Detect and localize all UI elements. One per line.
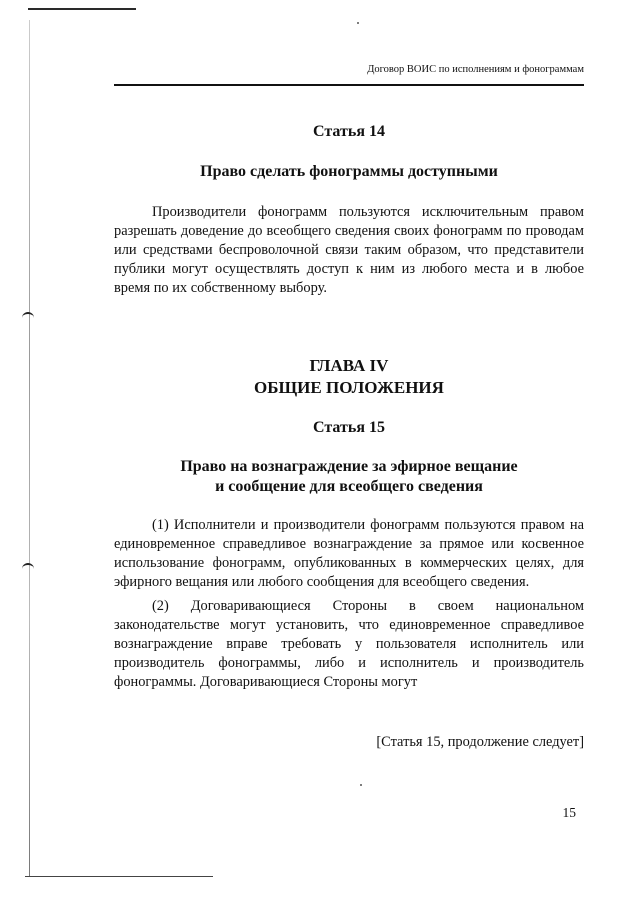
scan-bottom-line (25, 876, 213, 877)
running-header: Договор ВОИС по исполнениям и фонограммам (367, 64, 584, 75)
continuation-note: [Статья 15, продолжение следует] (376, 734, 584, 750)
scan-speck (360, 784, 362, 786)
article-14-paragraph: Производители фонограмм пользуются исключительным правом разрешать доведение до всеобщего сведения своих фонограмм по проводам или средствами беспроволочной связи таким образом, что представители публики могут осуществлять доступ к ним из любого места и в любое время по их собственному выбору. (114, 204, 584, 296)
chapter-number: ГЛАВА IV (309, 356, 389, 375)
scan-top-line (28, 8, 136, 10)
article-14-heading: Право сделать фонограммы доступными (200, 163, 498, 180)
article-15-heading-line: Право на вознаграждение за эфирное вещание (180, 458, 518, 475)
running-header-rule (114, 84, 584, 86)
scan-speck (357, 22, 359, 24)
article-15-heading (114, 457, 584, 497)
article-15-body (114, 516, 584, 692)
chapter-heading (114, 355, 584, 399)
binder-mark (22, 312, 34, 324)
article-15-heading-line: и сообщение для всеобщего сведения (215, 478, 483, 495)
article-14-body (114, 203, 584, 298)
article-15-title: Статья 15 (313, 419, 385, 436)
binder-mark (22, 563, 34, 575)
article-15-paragraph-1: (1) Исполнители и производители фонограмм пользуются правом на единовременное справедливое вознаграждение за прямое или косвенное использование фонограмм, опубликованных в коммерческих целях, для эфирного вещания или любого сообщения для всеобщего сведения. (114, 517, 584, 590)
page-number: 15 (562, 805, 576, 820)
chapter-title: ОБЩИЕ ПОЛОЖЕНИЯ (254, 378, 444, 397)
scan-left-edge (29, 20, 30, 876)
article-15-paragraph-2: (2) Договаривающиеся Стороны в своем национальном законодательстве могут установить, что единовременное справедливое вознаграждение вправе требовать у пользователя исполнитель или производитель фонограммы, либо и исполнитель и производитель фонограммы. Договаривающиеся Стороны могут (114, 598, 584, 690)
article-14-title: Статья 14 (313, 123, 385, 140)
